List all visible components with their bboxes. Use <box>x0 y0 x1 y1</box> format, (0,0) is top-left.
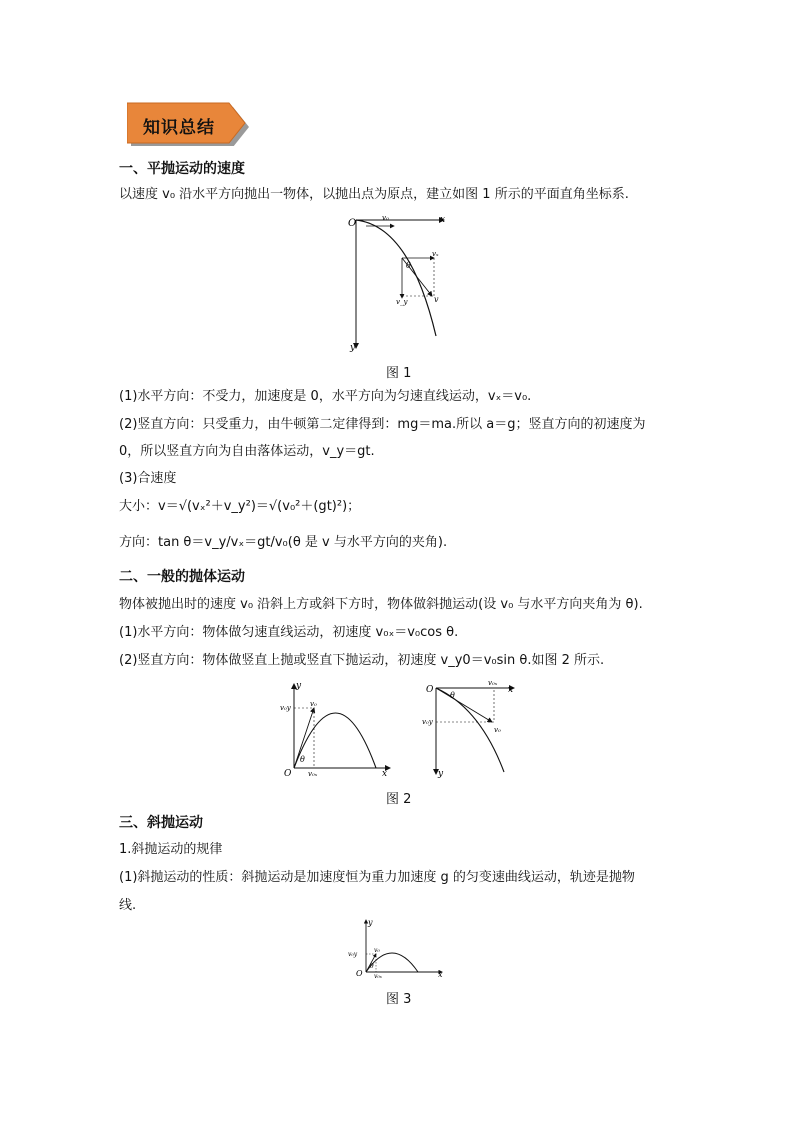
section1-intro: 以速度 v₀ 沿水平方向抛出一物体，以抛出点为原点，建立如图 1 所示的平面直角坐标系. <box>119 187 629 202</box>
fig2r-x-label: x <box>508 685 514 695</box>
section1-direction: 方向：tan θ＝v_y/vₓ＝gt/v₀(θ 是 v 与水平方向的夹角). <box>119 535 448 550</box>
figure-3-caption: 图 3 <box>386 992 412 1007</box>
fig2r-theta-label: θ <box>450 691 455 700</box>
trajectory-curve <box>294 713 376 768</box>
section2-line1: 物体被抛出时的速度 v₀ 沿斜上方或斜下方时，物体做斜抛运动(设 v₀ 与水平方向夹角为 θ). <box>119 597 643 612</box>
section2-line3: (2)竖直方向：物体做竖直上抛或竖直下抛运动，初速度 v_y0＝v₀sin θ.如图 2 所示. <box>119 653 605 668</box>
fig1-y-label: y <box>350 343 356 353</box>
fig3-x-label: x <box>438 970 443 978</box>
figure-1-diagram <box>340 208 460 354</box>
fig3-theta-label: θ <box>370 963 374 970</box>
section3-heading: 三、斜抛运动 <box>119 815 203 831</box>
fig1-vy-label: v_y <box>396 298 408 306</box>
fig2l-theta-label: θ <box>300 755 305 764</box>
fig2r-v0-label: v₀ <box>494 726 501 734</box>
figure-2-left-diagram <box>278 678 396 778</box>
section1-item2a: (2)竖直方向：只受重力，由牛顿第二定律得到：mg＝ma.所以 a＝g；竖直方向的初速度为 <box>119 417 646 432</box>
v0-arrow <box>436 688 492 722</box>
fig1-vx-label: vₓ <box>432 250 439 258</box>
section3-sub: 1.斜抛运动的规律 <box>119 842 223 857</box>
section2-line2: (1)水平方向：物体做匀速直线运动，初速度 v₀ₓ＝v₀cos θ. <box>119 625 459 640</box>
fig2r-origin: O <box>426 685 434 695</box>
section1-magnitude: 大小：v＝√(vₓ²＋v_y²)＝√(v₀²＋(gt)²)； <box>119 499 361 514</box>
fig1-origin: O <box>348 218 357 229</box>
fig2l-x-label: x <box>382 769 388 778</box>
section1-item1: (1)水平方向：不受力，加速度是 0，水平方向为匀速直线运动，vₓ＝v₀. <box>119 389 532 404</box>
figure-3-diagram <box>344 916 448 978</box>
section3-line2: 线. <box>119 898 137 913</box>
fig2r-y-label: y <box>438 769 444 778</box>
section2-heading: 二、一般的抛体运动 <box>119 569 245 585</box>
fig2l-y-label: y <box>296 681 302 691</box>
fig1-x-label: x <box>440 215 446 225</box>
fig3-y-label: y <box>368 918 373 927</box>
fig2r-v0y-label: v₀y <box>422 718 433 726</box>
fig1-theta-label: θ <box>406 261 411 270</box>
fig1-v-label: v <box>434 295 439 304</box>
fig2r-v0x-label: v₀ₓ <box>488 679 498 687</box>
fig1-v0-label: v₀ <box>382 214 389 222</box>
section1-heading: 一、平抛运动的速度 <box>119 161 245 177</box>
knowledge-summary-banner <box>127 102 251 146</box>
figure-2-right-diagram <box>420 678 524 778</box>
section1-item2b: 0，所以竖直方向为自由落体运动，v_y＝gt. <box>119 444 375 459</box>
fig2l-v0-label: v₀ <box>310 700 317 708</box>
trajectory-curve <box>356 220 436 336</box>
fig3-origin: O <box>356 969 363 978</box>
fig3-v0-label: v₀ <box>374 947 380 954</box>
fig3-v0x-label: v₀ₓ <box>374 973 382 978</box>
figure-1-caption: 图 1 <box>386 366 412 381</box>
fig2l-origin: O <box>284 769 292 778</box>
fig2l-v0y-label: v₀y <box>280 704 291 712</box>
figure-2-caption: 图 2 <box>386 792 412 807</box>
section3-line1: (1)斜抛运动的性质：斜抛运动是加速度恒为重力加速度 g 的匀变速曲线运动，轨迹是抛物 <box>119 870 635 885</box>
fig2l-v0x-label: v₀ₓ <box>308 770 318 778</box>
trajectory-curve <box>366 953 418 972</box>
banner-title: 知识总结 <box>143 118 215 138</box>
section1-item3: (3)合速度 <box>119 471 177 486</box>
fig3-v0y-label: v₀y <box>348 951 358 958</box>
